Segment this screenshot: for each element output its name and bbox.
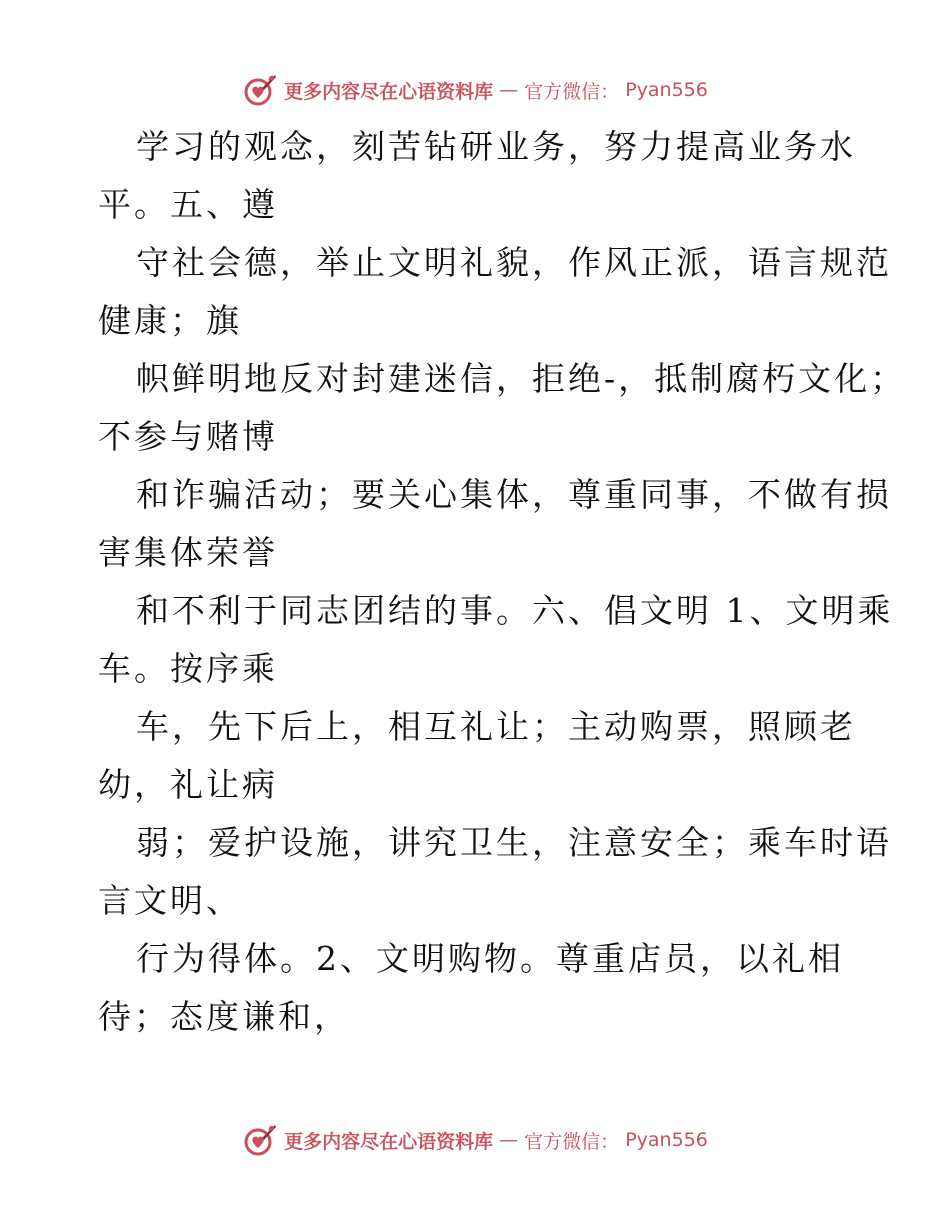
body-line: 车，先下后上，相互礼让；主动购票，照顾老 [136, 707, 856, 746]
body-line: 害集体荣誉 [98, 533, 278, 572]
page-footer [0, 1118, 950, 1162]
footer-brand-text: 更多内容尽在心语资料库 [284, 1130, 494, 1153]
body-line: 不参与赌博 [98, 417, 278, 456]
quill-heart-logo-icon [242, 1122, 278, 1158]
footer-separator: — [499, 1129, 519, 1151]
header-separator: — [499, 79, 519, 101]
body-line: 车。按序乘 [98, 649, 278, 688]
footer-wechat-id: Pyan556 [625, 1129, 708, 1151]
body-line: 和不利于同志团结的事。六、倡文明 1、文明乘 [136, 591, 894, 630]
body-line: 幼，礼让病 [98, 765, 278, 804]
document-body [98, 118, 907, 1046]
header-brand [242, 72, 708, 108]
header-official-label: 官方微信： [524, 80, 620, 103]
body-line: 和诈骗活动；要关心集体，尊重同事，不做有损 [136, 475, 892, 514]
body-line: 平。五、遵 [98, 185, 278, 224]
body-line: 行为得体。2、文明购物。尊重店员，以礼相 [136, 939, 844, 978]
page-header [0, 68, 950, 112]
body-line: 守社会德，举止文明礼貌，作风正派，语言规范 [136, 243, 892, 282]
body-line: 言文明、 [98, 881, 242, 920]
header-brand-text: 更多内容尽在心语资料库 [284, 80, 494, 103]
quill-heart-logo-icon [242, 72, 278, 108]
body-line: 健康；旗 [98, 301, 242, 340]
header-wechat-id: Pyan556 [625, 79, 708, 101]
body-line: 弱；爱护设施，讲究卫生，注意安全；乘车时语 [136, 823, 892, 862]
body-line: 帜鲜明地反对封建迷信，拒绝-，抵制腐朽文化； [136, 359, 907, 398]
body-line: 待；态度谦和， [98, 997, 350, 1036]
footer-official-label: 官方微信： [524, 1130, 620, 1153]
body-line: 学习的观念，刻苦钻研业务，努力提高业务水 [136, 127, 856, 166]
footer-brand [242, 1122, 708, 1158]
